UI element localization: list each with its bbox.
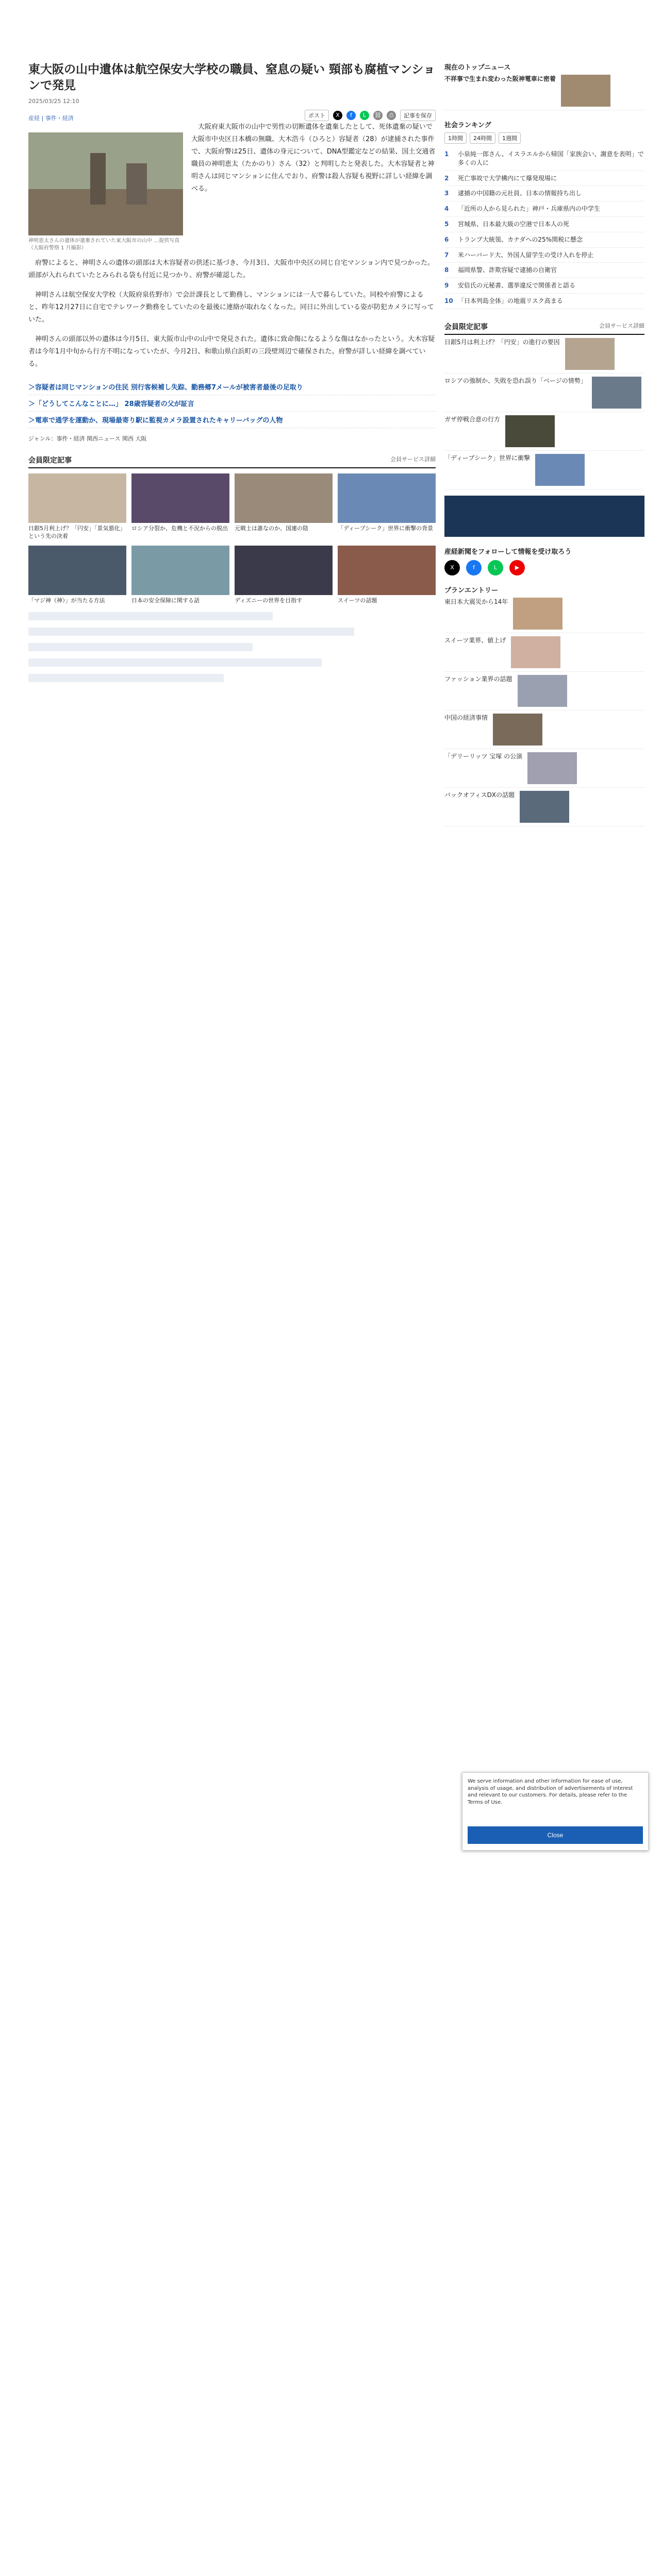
topnews-title: 不祥事で生まれ変わった阪神電車に密着 bbox=[444, 75, 556, 82]
ranking-item[interactable]: 9 安倍氏の元秘書、選挙違反で関係者と語る bbox=[444, 278, 644, 294]
article-paragraph: 神明さんの頭部以外の遺体は今月5日、東大阪市山中の山中で発見された。遺体に致命傷になるような傷はなかったという。大木容疑者は今年1月中旬から行方不明になっていたが、今月2日、和歌山県白浜町の三段壁周辺で確保された。府警が詳しい経緯を調べている。 bbox=[28, 335, 435, 368]
article-title: 東大阪の山中遺体は航空保安大学校の職員、窒息の疑い 頸部も腐植マンションで発見 bbox=[28, 63, 435, 93]
recommended-card[interactable] bbox=[28, 546, 126, 605]
ranking-item[interactable]: 2 死亡事故で大学構内にて爆発現場に bbox=[444, 171, 644, 187]
cookie-dialog bbox=[462, 1772, 649, 1851]
member-item[interactable]: ファッション業界の話題 bbox=[444, 672, 644, 710]
card-title: 「マジ神（神）」が当たる方法 bbox=[28, 597, 105, 604]
plan-header: プランエントリー bbox=[444, 586, 499, 595]
card-title: ロシア分裂か、危機と不況からの脱出 bbox=[131, 525, 228, 532]
card-thumb bbox=[338, 546, 436, 595]
main-column bbox=[28, 62, 436, 1385]
ranking-item[interactable]: 4 「近所の人から見られた」神戸・兵庫県内の中学生 bbox=[444, 201, 644, 217]
recommended-card[interactable] bbox=[28, 473, 126, 540]
facebook-icon[interactable]: f bbox=[346, 111, 356, 120]
article-date: 2025/03/25 12:10 bbox=[28, 98, 79, 105]
ranking-item[interactable]: 5 宮城県、日本最大級の空港で日本人の死 bbox=[444, 217, 644, 232]
follow-text: 産経新聞をフォローして情報を受け取ろう bbox=[444, 548, 572, 556]
facebook-follow-icon[interactable]: f bbox=[466, 560, 482, 575]
article-paragraph: 神明さんは航空保安大学校（大阪府泉佐野市）で会計課長として勤務し、マンションには一人で暮らしていた。同校や府警によると、昨年12月27日に自宅でテレワーク勤務をしていたのを最後に連絡が取れなくなった。同日に外出している姿が防犯カメラに写っていた。 bbox=[28, 291, 434, 324]
sidebar-member-list bbox=[444, 335, 644, 489]
topnews-header: 現在のトップニュース bbox=[444, 64, 511, 72]
cookie-text: We serve information and other information for ease of use, analysis of usage, and distribution of advertisements of interest and relevant to our customers. For details, please refer to the Terms of Use. bbox=[468, 1778, 633, 1805]
ranking-tab[interactable]: 1時間 bbox=[444, 132, 467, 144]
ranking-item[interactable]: 8 福岡県警、詐欺容疑で逮捕の自衛官 bbox=[444, 263, 644, 278]
ranking-tab[interactable]: 1週間 bbox=[499, 132, 521, 144]
card-thumb bbox=[131, 546, 229, 595]
recommended-grid bbox=[28, 473, 436, 605]
member-item[interactable]: 東日本大震災から14年 bbox=[444, 595, 644, 633]
card-thumb bbox=[28, 473, 126, 523]
ranking-item[interactable]: 10 「日本列島全体」の地震リスク高まる bbox=[444, 294, 644, 309]
related-links bbox=[28, 379, 436, 428]
ranking-header: 社会ランキング bbox=[444, 122, 491, 129]
photo-scene bbox=[28, 132, 183, 235]
save-article-button[interactable]: 記事を保存 bbox=[400, 110, 436, 121]
feed-line bbox=[28, 674, 224, 682]
recommended-card[interactable] bbox=[235, 546, 333, 605]
member-item[interactable]: ガザ停戦合意の行方 bbox=[444, 412, 644, 451]
sidebar-member-list-2 bbox=[444, 595, 644, 826]
feed-line bbox=[28, 612, 273, 620]
ranking-list bbox=[444, 147, 644, 309]
feed-line bbox=[28, 658, 322, 667]
recommended-card[interactable] bbox=[338, 546, 436, 605]
sidebar-banner[interactable] bbox=[444, 496, 644, 537]
recommended-card[interactable] bbox=[131, 473, 229, 540]
ranking-item[interactable]: 7 米ハーバード大、外国人留学生の受け入れを停止 bbox=[444, 248, 644, 263]
ranking-tab[interactable]: 24時間 bbox=[470, 132, 495, 144]
article-photo bbox=[28, 132, 183, 252]
link-icon[interactable]: ⛓ bbox=[373, 111, 383, 120]
related-link[interactable]: ＞容疑者は同じマンションの住民 別行客候補し失踪、勤務郷7メールが被害者最後の足取り bbox=[28, 379, 436, 395]
related-link[interactable]: ＞「どうしてこんなことに…」 28歳容疑者の父が証言 bbox=[28, 395, 436, 412]
related-link[interactable]: ＞電車で通学を運動か、現場最寄り駅に監視カメラ設置されたキャリーバッグの人物 bbox=[28, 412, 436, 428]
share-bar bbox=[28, 110, 436, 121]
ranking-item[interactable]: 3 逮捕の中国籍の元社員、日本の情報持ち出し bbox=[444, 186, 644, 201]
feed-line bbox=[28, 643, 253, 651]
recommended-title: 会員限定記事 bbox=[28, 456, 72, 465]
article-paragraph: 大阪府東大阪市の山中で男性の切断遺体を遺棄したとして、死体遺棄の疑いで大阪市中央区日本橋の無職、大木浩斗（ひろと）容疑者（28）が逮捕された事件で、大阪府警は25日、遺体の身元について、DNA型鑑定などの結果、国土交通省職員の神明恵太（たかのり）さん（32）と判明したと発表した。大木容疑者と神明さんは同じマンションに住んでおり、府警は殺人容疑も視野に詳しい経緯を調べる。 bbox=[191, 123, 436, 193]
recommended-card[interactable] bbox=[131, 546, 229, 605]
youtube-follow-icon[interactable]: ▶ bbox=[509, 560, 525, 575]
line-follow-icon[interactable]: L bbox=[488, 560, 503, 575]
more-feed bbox=[28, 612, 436, 1385]
feed-line bbox=[28, 628, 354, 636]
card-title: 元戦士は誰なのか、国連の陰 bbox=[235, 525, 308, 532]
ranking-tabs bbox=[444, 132, 644, 144]
line-icon[interactable]: L bbox=[360, 111, 369, 120]
x-follow-icon[interactable]: X bbox=[444, 560, 460, 575]
article-paragraph: 府警によると、神明さんの遺体の頭部は大木容疑者の供述に基づき、今月3日、大阪市中央区の同じ自宅マンション内で見つかった。頭部が入れられていたとみられる袋も付近に見つかり、府警が確認した。 bbox=[28, 259, 435, 280]
recommended-header bbox=[28, 455, 436, 468]
card-thumb bbox=[28, 546, 126, 595]
card-thumb bbox=[235, 473, 333, 523]
member-item[interactable]: 日銀5月は利上げ？「円安」の進行の要因 bbox=[444, 335, 644, 374]
sidebar-member-header: 会員限定記事 会員サービス詳細 bbox=[444, 321, 644, 335]
genre-tags[interactable]: ジャンル：事件・経済 関西ニュース 関西 大阪 bbox=[28, 435, 147, 443]
topnews-thumb bbox=[561, 75, 610, 107]
card-title: 日本の安全保障に関する話 bbox=[131, 597, 200, 604]
member-item[interactable]: スイーツ業界、値上げ bbox=[444, 633, 644, 672]
card-thumb bbox=[338, 473, 436, 523]
card-thumb bbox=[235, 546, 333, 595]
topnews-item[interactable] bbox=[444, 72, 644, 110]
follow-icons bbox=[444, 560, 644, 575]
member-item[interactable]: 「デリーリッツ 宝塚 の公演 bbox=[444, 749, 644, 788]
member-item[interactable]: 中国の経済事情 bbox=[444, 710, 644, 749]
x-icon[interactable]: X bbox=[333, 111, 342, 120]
card-title: スイーツの話題 bbox=[338, 597, 377, 604]
post-button[interactable]: ポスト bbox=[305, 110, 329, 121]
print-icon[interactable]: ⎙ bbox=[387, 111, 396, 120]
card-title: 日銀5月利上げ？「円安」「景気悪化」という先の決着 bbox=[28, 525, 126, 540]
member-item[interactable]: 「ディープシーク」世界に衝撃 bbox=[444, 451, 644, 489]
recommended-more[interactable]: 会員サービス詳細 bbox=[390, 456, 436, 463]
member-item[interactable]: ロシアの強制か、失敗を恐れ誤り「ベージの情勢」 bbox=[444, 374, 644, 412]
photo-caption: 神明恵太さんの遺体が遺棄されていた東大阪市の山中 …提供写真（大阪府警察 1 月撮影） bbox=[28, 238, 180, 251]
card-title: 「ディープシーク」世界に衝撃の背景 bbox=[338, 525, 434, 532]
recommended-card[interactable] bbox=[338, 473, 436, 540]
ranking-item[interactable]: 1 小泉純一郎さん、イスラエルから帰国「家族会い、謝意を表明」で多くの人に bbox=[444, 147, 644, 171]
breadcrumb[interactable]: 産経 | 事件・経済 bbox=[28, 115, 74, 122]
card-thumb bbox=[131, 473, 229, 523]
cookie-close-button[interactable]: Close bbox=[468, 1826, 643, 1844]
photo-image bbox=[28, 132, 183, 235]
sidebar bbox=[444, 62, 644, 826]
ranking-item[interactable]: 6 トランプ大統領、カナダへの25%関税に懸念 bbox=[444, 232, 644, 248]
card-title: ディズニーの世界を目指す bbox=[235, 597, 303, 604]
recommended-card[interactable] bbox=[235, 473, 333, 540]
member-item[interactable]: バックオフィスDXの話題 bbox=[444, 788, 644, 826]
